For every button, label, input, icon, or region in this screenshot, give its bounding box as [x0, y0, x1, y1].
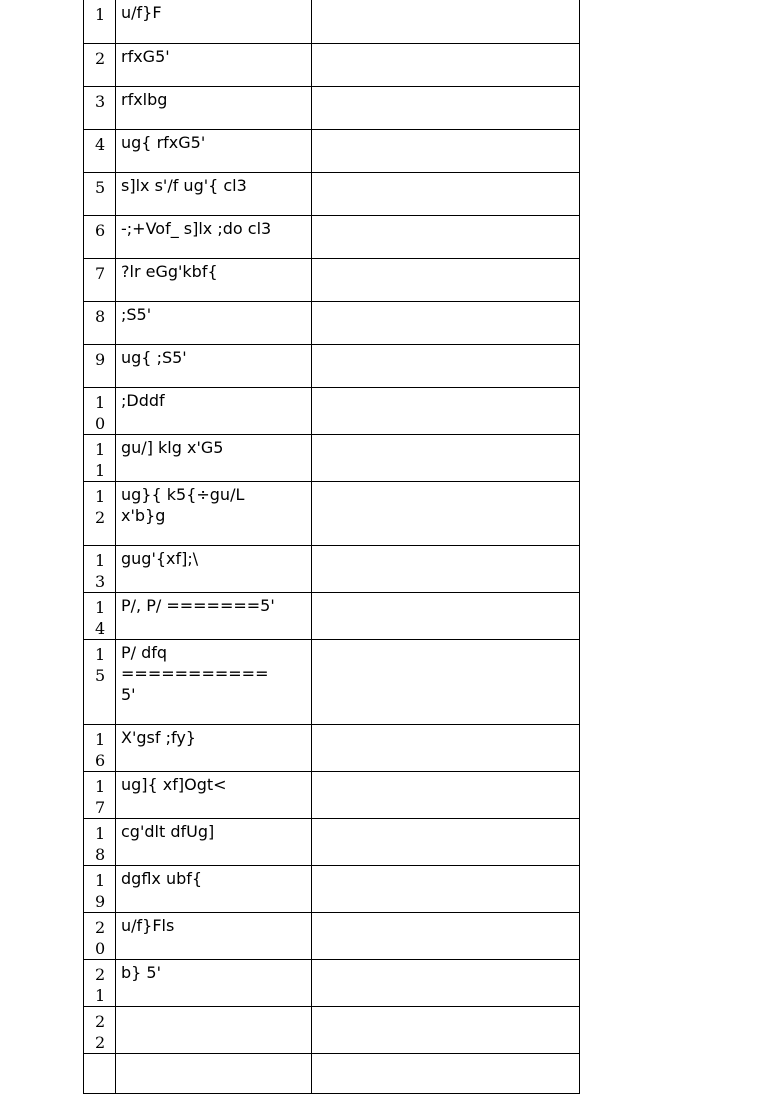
row-blank-cell	[312, 259, 580, 302]
table-row	[84, 259, 580, 302]
row-number-cell	[84, 913, 116, 960]
row-text: P/ dfq =========== 5'	[121, 643, 269, 704]
row-text-cell	[116, 130, 312, 173]
row-text: ug{ rfxG5'	[121, 133, 206, 152]
table-row	[84, 87, 580, 130]
row-blank-cell	[312, 725, 580, 772]
row-text: rfxlbg	[121, 90, 168, 109]
row-text-cell	[116, 593, 312, 640]
row-number-cell	[84, 44, 116, 87]
row-number: 7	[95, 264, 106, 283]
row-number: 19	[95, 871, 106, 911]
row-number: 9	[95, 350, 106, 369]
table-row	[84, 1007, 580, 1054]
row-number-cell	[84, 345, 116, 388]
row-number: 21	[95, 965, 106, 1005]
row-blank-cell	[312, 866, 580, 913]
table-row	[84, 302, 580, 345]
row-text-cell	[116, 1054, 312, 1094]
row-text: u/f}Fls	[121, 916, 175, 935]
row-blank-cell	[312, 593, 580, 640]
row-number-cell	[84, 819, 116, 866]
row-number: 10	[95, 393, 106, 433]
row-blank-cell	[312, 640, 580, 725]
row-text-cell	[116, 216, 312, 259]
row-text	[116, 1054, 311, 1056]
row-number: 1	[95, 5, 106, 24]
table-row	[84, 0, 580, 44]
table-body	[84, 0, 580, 1094]
row-text-cell	[116, 866, 312, 913]
row-number-cell	[84, 0, 116, 44]
table-row	[84, 173, 580, 216]
row-blank-cell	[312, 302, 580, 345]
row-text: b} 5'	[121, 963, 161, 982]
row-text-cell	[116, 819, 312, 866]
row-text: X'gsf ;fy}	[121, 728, 196, 747]
row-text: ;S5'	[121, 305, 152, 324]
row-text-cell	[116, 546, 312, 593]
row-number: 16	[95, 730, 106, 770]
row-blank-cell	[312, 913, 580, 960]
row-blank-cell	[312, 173, 580, 216]
row-number: 6	[95, 221, 106, 240]
row-text-cell	[116, 772, 312, 819]
row-text-cell	[116, 0, 312, 44]
row-number-cell	[84, 388, 116, 435]
row-text: dgflx ubf{	[121, 869, 203, 888]
row-number: 12	[95, 487, 106, 527]
row-number: 14	[95, 598, 106, 638]
row-text-cell	[116, 1007, 312, 1054]
row-blank-cell	[312, 772, 580, 819]
row-text-cell	[116, 435, 312, 482]
row-blank-cell	[312, 44, 580, 87]
row-number-cell	[84, 259, 116, 302]
table-row	[84, 482, 580, 546]
row-number: 18	[95, 824, 106, 864]
table-row	[84, 960, 580, 1007]
row-text: ?lr eGg'kbf{	[121, 262, 218, 281]
row-text-cell	[116, 640, 312, 725]
row-text: gu/] klg x'G5	[121, 438, 224, 457]
row-number-cell	[84, 546, 116, 593]
row-text: gug'{xf];\	[121, 549, 199, 568]
row-text	[116, 1007, 311, 1009]
row-number-cell	[84, 173, 116, 216]
row-number-cell	[84, 482, 116, 546]
row-text: cg'dlt dfUg]	[121, 822, 215, 841]
row-number-cell	[84, 725, 116, 772]
row-number: 5	[95, 178, 106, 197]
table-row	[84, 44, 580, 87]
table-row	[84, 345, 580, 388]
table-row	[84, 1054, 580, 1094]
row-number-cell	[84, 960, 116, 1007]
row-number: 2	[95, 49, 106, 68]
row-blank-cell	[312, 435, 580, 482]
row-text-cell	[116, 725, 312, 772]
row-text: ug{ ;S5'	[121, 348, 187, 367]
table-row	[84, 388, 580, 435]
row-blank-cell	[312, 819, 580, 866]
row-text-cell	[116, 345, 312, 388]
row-text: -;+Vof_ s]lx ;do cl3	[121, 219, 272, 238]
row-text-cell	[116, 913, 312, 960]
row-number-cell	[84, 87, 116, 130]
row-number-cell	[84, 216, 116, 259]
row-number-cell	[84, 593, 116, 640]
row-text: ;Dddf	[121, 391, 165, 410]
row-text-cell	[116, 259, 312, 302]
row-number-cell	[84, 772, 116, 819]
row-number: 8	[95, 307, 106, 326]
row-text: rfxG5'	[121, 47, 170, 66]
row-blank-cell	[312, 1007, 580, 1054]
row-number: 17	[95, 777, 106, 817]
row-blank-cell	[312, 960, 580, 1007]
row-text-cell	[116, 960, 312, 1007]
table-row	[84, 435, 580, 482]
row-text-cell	[116, 302, 312, 345]
row-number-cell	[84, 435, 116, 482]
table-row	[84, 130, 580, 173]
row-number: 22	[95, 1012, 106, 1052]
row-number: 20	[95, 918, 106, 958]
row-blank-cell	[312, 1054, 580, 1094]
table-row	[84, 772, 580, 819]
row-number: 15	[95, 645, 106, 685]
row-number-cell	[84, 866, 116, 913]
row-text-cell	[116, 388, 312, 435]
table-row	[84, 819, 580, 866]
row-blank-cell	[312, 130, 580, 173]
row-blank-cell	[312, 216, 580, 259]
row-number-cell	[84, 130, 116, 173]
row-number-cell	[84, 1054, 116, 1094]
row-blank-cell	[312, 87, 580, 130]
row-number-cell	[84, 302, 116, 345]
row-text: ug}{ k5{÷gu/L x'b}g	[121, 485, 245, 525]
row-number: 13	[95, 551, 106, 591]
row-text: u/f}F	[121, 3, 162, 22]
row-text-cell	[116, 44, 312, 87]
table-row	[84, 640, 580, 725]
table-row	[84, 216, 580, 259]
row-number	[84, 1054, 104, 1058]
table-row	[84, 593, 580, 640]
row-text: P/, P/ =======5'	[121, 596, 275, 615]
row-number-cell	[84, 1007, 116, 1054]
numbered-table	[83, 0, 580, 1094]
row-number: 3	[95, 92, 106, 111]
row-text-cell	[116, 173, 312, 216]
table-row	[84, 866, 580, 913]
row-number: 4	[95, 135, 106, 154]
row-text-cell	[116, 87, 312, 130]
row-number: 11	[95, 440, 106, 480]
row-text-cell	[116, 482, 312, 546]
row-text: ug]{ xf]Ogt<	[121, 775, 227, 794]
row-blank-cell	[312, 0, 580, 44]
row-text: s]lx s'/f ug'{ cl3	[121, 176, 247, 195]
table-row	[84, 546, 580, 593]
table-row	[84, 913, 580, 960]
row-blank-cell	[312, 482, 580, 546]
row-blank-cell	[312, 345, 580, 388]
row-number-cell	[84, 640, 116, 725]
row-blank-cell	[312, 546, 580, 593]
table-row	[84, 725, 580, 772]
row-blank-cell	[312, 388, 580, 435]
